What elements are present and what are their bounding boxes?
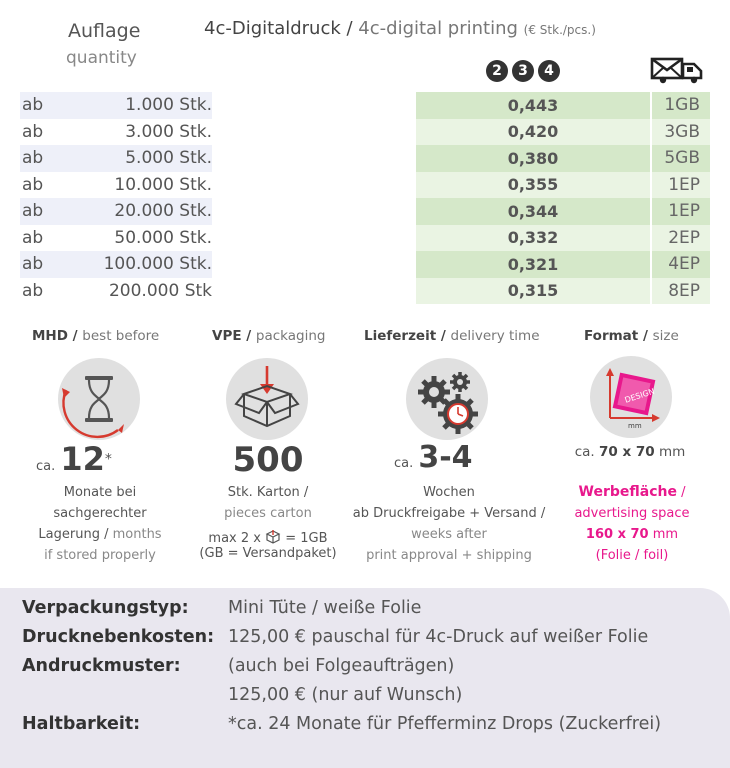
title-en: 4c-digital printing — [358, 18, 518, 39]
vpe-note — [178, 530, 358, 561]
ab-label: ab — [22, 174, 44, 195]
mhd-ca: ca. — [36, 459, 56, 474]
vpe-label-en: packaging — [255, 328, 326, 344]
format-size-value: 70 x 70 — [599, 444, 655, 460]
shipping-value: 1EP — [668, 174, 700, 195]
vpe-note2: (GB = Versandpaket) — [199, 546, 337, 561]
delivery-description — [344, 482, 554, 566]
price-row — [416, 119, 710, 146]
price-row — [416, 278, 710, 305]
price-value: 0,443 — [507, 95, 559, 115]
quantity-header-de: Auflage — [68, 20, 141, 42]
small-box-icon — [265, 530, 281, 544]
detail-value: Mini Tüte / weiße Folie — [228, 598, 422, 618]
detail-value: (auch bei Folgeaufträgen) — [228, 656, 455, 676]
vpe-note1-a: max 2 x — [208, 531, 261, 546]
quantity-row — [20, 172, 212, 199]
ab-label: ab — [22, 280, 44, 301]
price-value: 0,355 — [507, 175, 559, 195]
vpe-note1-b: = 1GB — [285, 531, 328, 546]
ab-label: ab — [22, 148, 44, 169]
price-value: 0,332 — [507, 228, 559, 248]
color-badges — [486, 60, 560, 82]
delivery-label: Lieferzeit / delivery time — [364, 328, 540, 344]
price-row — [416, 172, 710, 199]
price-value: 0,380 — [507, 148, 559, 168]
quantity-table — [20, 92, 212, 304]
detail-value: *ca. 24 Monate für Pfefferminz Drops (Zuckerfrei) — [228, 714, 662, 734]
detail-label: Verpackungstyp: — [22, 598, 189, 618]
quantity-row — [20, 198, 212, 225]
detail-row — [22, 656, 454, 676]
vpe-label: VPE / packaging — [212, 328, 326, 344]
hourglass-icon — [58, 358, 140, 440]
mhd-label: MHD / best before — [32, 328, 160, 344]
mhd-line3-de: Lagerung / — [38, 527, 109, 542]
ab-label: ab — [22, 254, 44, 275]
truck-mail-icon — [650, 56, 706, 88]
details-panel — [0, 588, 730, 768]
mhd-line3-en: months — [112, 527, 162, 542]
mhd-star: * — [104, 451, 112, 468]
shipping-value: 3GB — [664, 121, 700, 142]
mhd-line3 — [10, 524, 190, 545]
quantity-header-en: quantity — [66, 48, 137, 68]
quantity-row — [20, 251, 212, 278]
ad-size-unit: mm — [652, 527, 679, 542]
detail-row — [22, 598, 421, 618]
quantity-value: 20.000 Stk. — [114, 201, 212, 222]
gears-clock-icon — [406, 358, 488, 440]
title-unit: (€ Stk./pcs.) — [523, 23, 596, 37]
quantity-row — [20, 278, 212, 305]
ab-label: ab — [22, 201, 44, 222]
detail-row — [22, 627, 648, 647]
quantity-row — [20, 119, 212, 146]
ad-de: Werbefläche — [578, 484, 677, 500]
ab-label: ab — [22, 121, 44, 142]
format-icon-text: DESIGN — [623, 386, 656, 405]
quantity-value: 1.000 Stk. — [125, 95, 212, 116]
title-de: 4c-Digitaldruck — [204, 18, 341, 39]
box-icon — [226, 358, 308, 440]
mhd-description — [10, 482, 190, 566]
title-separator: / — [340, 18, 359, 39]
badge-2: 2 — [486, 60, 508, 82]
ad-en: advertising space — [574, 506, 690, 521]
detail-value: 125,00 € pauschal für 4c-Druck auf weißer Folie — [228, 627, 649, 647]
price-row — [416, 225, 710, 252]
mhd-line1: Monate bei — [63, 485, 137, 500]
delivery-value — [394, 440, 473, 475]
price-value: 0,344 — [507, 201, 559, 221]
price-table — [416, 92, 710, 304]
badge-4: 4 — [538, 60, 560, 82]
quantity-value: 200.000 Stk — [108, 280, 212, 301]
format-size — [560, 442, 700, 463]
shipping-value: 5GB — [664, 148, 700, 169]
price-value: 0,420 — [507, 122, 559, 142]
quantity-value: 50.000 Stk. — [114, 227, 212, 248]
ad-size — [552, 524, 712, 545]
delivery-line2: ab Druckfreigabe + Versand / — [352, 506, 546, 521]
shipping-value: 1GB — [664, 95, 700, 116]
format-size-ca: ca. — [574, 444, 595, 460]
delivery-line4: print approval + shipping — [366, 548, 532, 563]
page-title — [204, 18, 596, 39]
mhd-line4: if stored properly — [44, 548, 156, 563]
detail-row — [22, 714, 661, 734]
price-row — [416, 251, 710, 278]
mhd-label-en: best before — [82, 328, 160, 344]
mhd-number: 12 — [60, 440, 105, 478]
shipping-value: 2EP — [668, 227, 700, 248]
quantity-value: 3.000 Stk. — [125, 121, 212, 142]
delivery-label-de: Lieferzeit — [364, 328, 437, 344]
price-row — [416, 198, 710, 225]
quantity-row — [20, 225, 212, 252]
format-size-unit: mm — [658, 444, 686, 460]
price-value: 0,315 — [507, 281, 559, 301]
price-row — [416, 92, 710, 119]
quantity-row — [20, 92, 212, 119]
badge-3: 3 — [512, 60, 534, 82]
detail-label: Haltbarkeit: — [22, 714, 141, 734]
vpe-number: 500 — [232, 440, 304, 480]
delivery-label-en: delivery time — [450, 328, 540, 344]
vpe-description — [178, 482, 358, 524]
ad-line1: Werbefläche / — [578, 484, 686, 500]
delivery-line1: Wochen — [423, 485, 475, 500]
delivery-number: 3-4 — [418, 440, 473, 475]
detail-row — [22, 685, 462, 705]
format-label-en: size — [652, 328, 679, 344]
quantity-row — [20, 145, 212, 172]
detail-label: Andruckmuster: — [22, 656, 181, 676]
advertising-space — [552, 482, 712, 566]
vpe-label-de: VPE — [212, 328, 242, 344]
vpe-line2: pieces carton — [224, 506, 312, 521]
mhd-label-de: MHD — [32, 328, 68, 344]
mhd-line2: sachgerechter — [53, 506, 147, 521]
ad-size-value: 160 x 70 — [585, 527, 649, 542]
ad-foil: (Folie / foil) — [595, 548, 669, 563]
delivery-ca: ca. — [394, 456, 414, 471]
format-label-de: Format — [584, 328, 639, 344]
format-icon-unit: mm — [628, 422, 642, 430]
price-row — [416, 145, 710, 172]
shipping-value: 1EP — [668, 201, 700, 222]
ab-label: ab — [22, 95, 44, 116]
shipping-value: 8EP — [668, 280, 700, 301]
ab-label: ab — [22, 227, 44, 248]
quantity-value: 10.000 Stk. — [114, 174, 212, 195]
quantity-value: 100.000 Stk. — [103, 254, 212, 275]
quantity-value: 5.000 Stk. — [125, 148, 212, 169]
vpe-note1 — [178, 530, 358, 546]
shipping-value: 4EP — [668, 254, 700, 275]
format-icon — [590, 356, 672, 438]
delivery-line3: weeks after — [411, 527, 487, 542]
mhd-value — [36, 440, 112, 478]
format-label: Format / size — [584, 328, 679, 344]
detail-label: Drucknebenkosten: — [22, 627, 215, 647]
detail-value: 125,00 € (nur auf Wunsch) — [228, 685, 463, 705]
price-value: 0,321 — [507, 254, 559, 274]
vpe-line1: Stk. Karton / — [227, 485, 309, 500]
